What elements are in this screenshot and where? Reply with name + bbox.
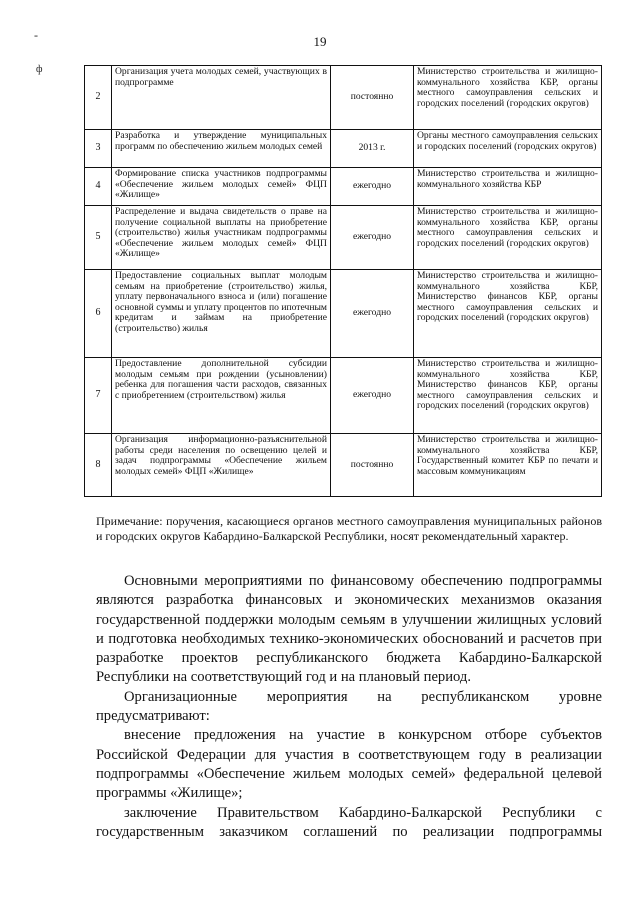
measure-cell: Организация информационно-разъяснительной работы среди населения по освещению целей и задач подпрограммы «Обеспечение жильем молодых семей» ФЦП «Жилище»: [112, 434, 331, 497]
table-row: [85, 206, 602, 270]
row-number: 2: [85, 66, 112, 130]
row-number: 7: [85, 358, 112, 434]
executor-cell: Министерство строительства и жилищно-коммунального хозяйства КБР, Министерство финансов КБР, органы местного самоуправления сельских и городских поселений (городских округов): [414, 358, 602, 434]
period-cell: постоянно: [331, 434, 414, 497]
paragraph: внесение предложения на участие в конкурсном отборе субъектов Российской Федерации для участия в соответствующем году в реализации подпрограммы «Обеспечение жильем молодых семей» федеральной целевой программы «Жилище»;: [96, 727, 602, 802]
measure-cell: Организация учета молодых семей, участвующих в подпрограмме: [112, 66, 331, 130]
measure-cell: Предоставление дополнительной субсидии молодым семьям при рождении (усыновлении) ребенка для погашения части расходов, связанных с приобретением (строительством) жилья: [112, 358, 331, 434]
page-number: 19: [313, 34, 327, 49]
executor-cell: Органы местного самоуправления сельских и городских поселений (городских округов): [414, 130, 602, 168]
period-cell: ежегодно: [331, 206, 414, 270]
paragraph: заключение Правительством Кабардино-Балкарской Республики с государственным заказчиком соглашений по реализации подпрограммы: [96, 804, 602, 840]
row-number: 4: [85, 168, 112, 206]
row-number: 8: [85, 434, 112, 497]
paragraph: Основными мероприятиями по финансовому обеспечению подпрограммы являются разработка финансовых и экономических механизмов оказания государственной поддержки молодым семьям в улучшении жилищных условий и подготовка необходимых технико-экономических обоснований и расчетов при разработке проектов республиканского бюджета Кабардино-Балкарской Республики на соответствующий год и на плановый период.: [96, 573, 602, 686]
executor-cell: Министерство строительства и жилищно-коммунального хозяйства КБР, органы местного самоуправления сельских и городских поселений (городских округов): [414, 66, 602, 130]
table-note: Примечание: поручения, касающиеся органов местного самоуправления муниципальных районов и городских округов Кабардино-Балкарской Республики, носят рекомендательный характер.: [96, 514, 602, 543]
period-cell: постоянно: [331, 66, 414, 130]
measure-cell: Формирование списка участников подпрограммы «Обеспечение жильем молодых семей» ФЦП «Жилище»: [112, 168, 331, 206]
executor-cell: Министерство строительства и жилищно-коммунального хозяйства КБР, Государственный комитет КБР по печати и массовым коммуникациям: [414, 434, 602, 497]
period-cell: ежегодно: [331, 270, 414, 358]
paragraph: Организационные мероприятия на республиканском уровне предусматривают:: [96, 688, 602, 725]
measure-cell: Разработка и утверждение муниципальных программ по обеспечению жильем молодых семей: [112, 130, 331, 168]
margin-mark: -: [34, 28, 38, 42]
executor-cell: Министерство строительства и жилищно-коммунального хозяйства КБР, Министерство финансов КБР, органы местного самоуправления сельских и городских поселений (городских округов): [414, 270, 602, 358]
body-text: [96, 572, 602, 842]
margin-mark: ф: [36, 64, 43, 75]
period-cell: ежегодно: [331, 358, 414, 434]
table-row: [85, 270, 602, 358]
row-number: 6: [85, 270, 112, 358]
row-number: 5: [85, 206, 112, 270]
row-number: 3: [85, 130, 112, 168]
measure-cell: Предоставление социальных выплат молодым семьям на приобретение (строительство) жилья, уплату первоначального взноса и (или) погашение основной суммы и уплату процентов по ипотечным кредитам и займам на приобретение (строительство) жилья: [112, 270, 331, 358]
executor-cell: Министерство строительства и жилищно-коммунального хозяйства КБР, органы местного самоуправления сельских и городских поселений (городских округов): [414, 206, 602, 270]
period-cell: ежегодно: [331, 168, 414, 206]
table-row: [85, 358, 602, 434]
measures-table: [84, 65, 602, 497]
table-row: [85, 130, 602, 168]
table-row: [85, 434, 602, 497]
executor-cell: Министерство строительства и жилищно-коммунального хозяйства КБР: [414, 168, 602, 206]
table-row: [85, 66, 602, 130]
period-cell: 2013 г.: [331, 130, 414, 168]
table-row: [85, 168, 602, 206]
measure-cell: Распределение и выдача свидетельств о праве на получение социальной выплаты на приобретение (строительство) жилья участникам подпрограммы «Обеспечение жильем молодых семей» ФЦП «Жилище»: [112, 206, 331, 270]
